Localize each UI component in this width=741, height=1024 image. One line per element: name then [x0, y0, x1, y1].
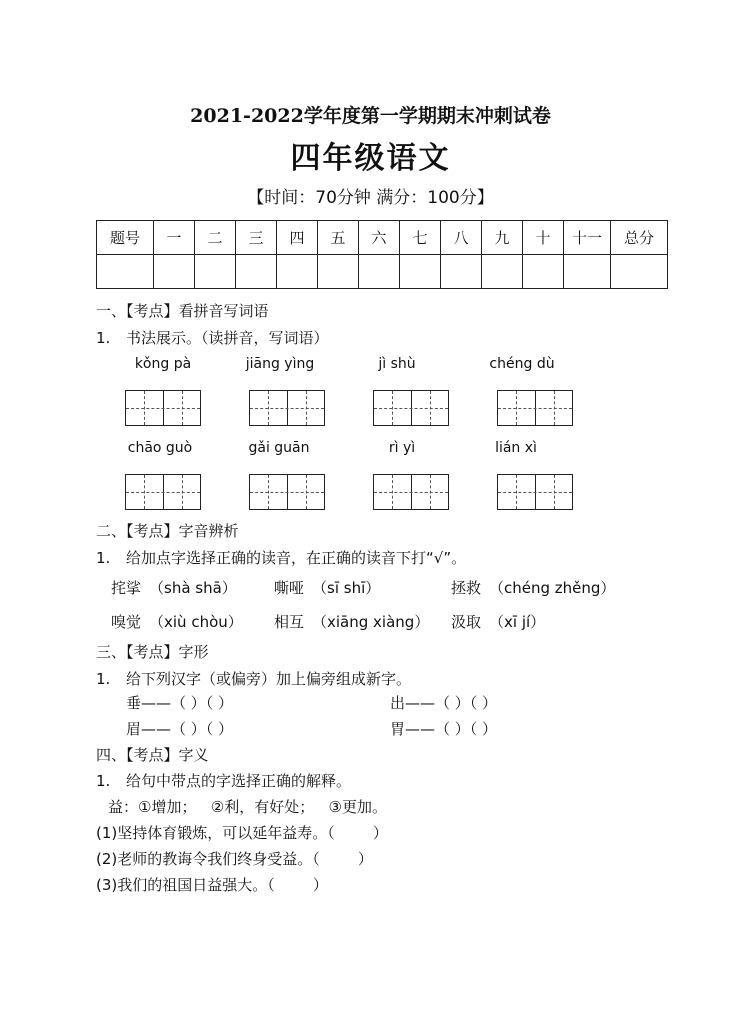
score-col-1: 一: [154, 221, 195, 255]
question-text: 给加点字选择正确的读音，在正确的读音下打“√”。: [126, 549, 467, 567]
pronunciation-item: [451, 611, 545, 632]
section3-heading: 三、【考点】字形: [96, 643, 209, 661]
question-number: 1.: [96, 670, 111, 688]
score-col-10: 十: [523, 221, 564, 255]
score-table-blank-row: [97, 255, 668, 289]
sentence-item[interactable]: (2)老师的教诲令我们终身受益。（ ）: [96, 850, 373, 868]
score-cell[interactable]: [441, 255, 482, 289]
section4-question: [96, 770, 351, 791]
question-text: 书法展示。（读拼音，写词语）: [126, 329, 329, 347]
pinyin-options[interactable]: （chéng zhěng）: [489, 579, 616, 597]
pinyin-options[interactable]: （xiù chòu）: [149, 613, 243, 631]
score-col-3: 三: [236, 221, 277, 255]
pinyin-options[interactable]: （xiāng xiàng）: [312, 613, 430, 631]
pronunciation-item: [274, 611, 429, 632]
target-word: 挓挲: [111, 579, 142, 597]
score-col-5: 五: [318, 221, 359, 255]
pinyin-label: jì shù: [378, 356, 416, 372]
pronunciation-item: [274, 577, 380, 598]
writing-grid[interactable]: [249, 474, 325, 510]
score-cell[interactable]: [236, 255, 277, 289]
pronunciation-item: [111, 577, 237, 598]
pinyin-label: gǎi guān: [248, 440, 310, 456]
score-cell[interactable]: [195, 255, 236, 289]
score-col-label: 题号: [97, 221, 154, 255]
radical-item[interactable]: 出——（ ）（ ）: [390, 694, 498, 712]
exam-time-info: 【时间：70分钟 满分：100分】: [247, 188, 494, 208]
score-cell[interactable]: [277, 255, 318, 289]
target-word: 汲取: [451, 613, 482, 631]
score-col-8: 八: [441, 221, 482, 255]
score-col-4: 四: [277, 221, 318, 255]
target-word: 相互: [274, 613, 305, 631]
target-word: 拯救: [451, 579, 482, 597]
score-col-6: 六: [359, 221, 400, 255]
target-word: 嘶哑: [274, 579, 305, 597]
question-text: 给句中带点的字选择正确的解释。: [126, 772, 352, 790]
score-cell[interactable]: [482, 255, 523, 289]
writing-grid[interactable]: [373, 390, 449, 426]
section4-heading: 四、【考点】字义: [96, 746, 209, 764]
exam-year-title: 2021-2022学年度第一学期期末冲刺试卷: [190, 105, 551, 127]
writing-grid[interactable]: [125, 390, 201, 426]
pronunciation-item: [451, 577, 615, 598]
pinyin-label: chāo guò: [127, 440, 193, 456]
pronunciation-item: [111, 611, 243, 632]
score-cell[interactable]: [400, 255, 441, 289]
pinyin-label: rì yì: [388, 440, 416, 456]
pinyin-label: kǒng pà: [134, 356, 192, 372]
pinyin-label: lián xì: [495, 440, 537, 456]
pinyin-options[interactable]: （shà shā）: [149, 579, 237, 597]
writing-grid[interactable]: [249, 390, 325, 426]
writing-grid[interactable]: [497, 474, 573, 510]
section3-question: [96, 668, 411, 689]
radical-item[interactable]: 胃——（ ）（ ）: [390, 720, 498, 738]
question-number: 1.: [96, 329, 111, 347]
section1-heading: 一、【考点】看拼音写词语: [96, 302, 269, 320]
pinyin-label: jiāng yìng: [245, 356, 315, 372]
score-col-11: 十一: [564, 221, 611, 255]
definition-line: 益：①增加； ②利，有好处； ③更加。: [108, 798, 387, 816]
question-number: 1.: [96, 549, 111, 567]
score-col-9: 九: [482, 221, 523, 255]
score-cell[interactable]: [318, 255, 359, 289]
writing-grid[interactable]: [125, 474, 201, 510]
score-cell[interactable]: [611, 255, 668, 289]
section1-question: [96, 327, 329, 348]
score-table-header-row: [97, 221, 668, 255]
score-table: [96, 220, 668, 289]
section2-question: [96, 547, 466, 568]
writing-grid[interactable]: [373, 474, 449, 510]
score-col-2: 二: [195, 221, 236, 255]
score-cell[interactable]: [359, 255, 400, 289]
question-text: 给下列汉字（或偏旁）加上偏旁组成新字。: [126, 670, 412, 688]
question-number: 1.: [96, 772, 111, 790]
radical-item[interactable]: 眉——（ ）（ ）: [126, 720, 234, 738]
exam-subject-title: 四年级语文: [290, 141, 451, 176]
score-col-7: 七: [400, 221, 441, 255]
pinyin-options[interactable]: （sī shī）: [312, 579, 381, 597]
target-word: 嗅觉: [111, 613, 142, 631]
radical-item[interactable]: 垂——（ ）（ ）: [126, 694, 234, 712]
section2-heading: 二、【考点】字音辨析: [96, 522, 239, 540]
pinyin-label: chéng dù: [489, 356, 555, 372]
score-cell[interactable]: [154, 255, 195, 289]
score-cell[interactable]: [564, 255, 611, 289]
pinyin-options[interactable]: （xī jí）: [489, 613, 546, 631]
score-cell[interactable]: [97, 255, 154, 289]
sentence-item[interactable]: (1)坚持体育锻炼，可以延年益寿。（ ）: [96, 824, 388, 842]
sentence-item[interactable]: (3)我们的祖国日益强大。（ ）: [96, 876, 328, 894]
writing-grid[interactable]: [497, 390, 573, 426]
score-col-total: 总分: [611, 221, 668, 255]
score-cell[interactable]: [523, 255, 564, 289]
